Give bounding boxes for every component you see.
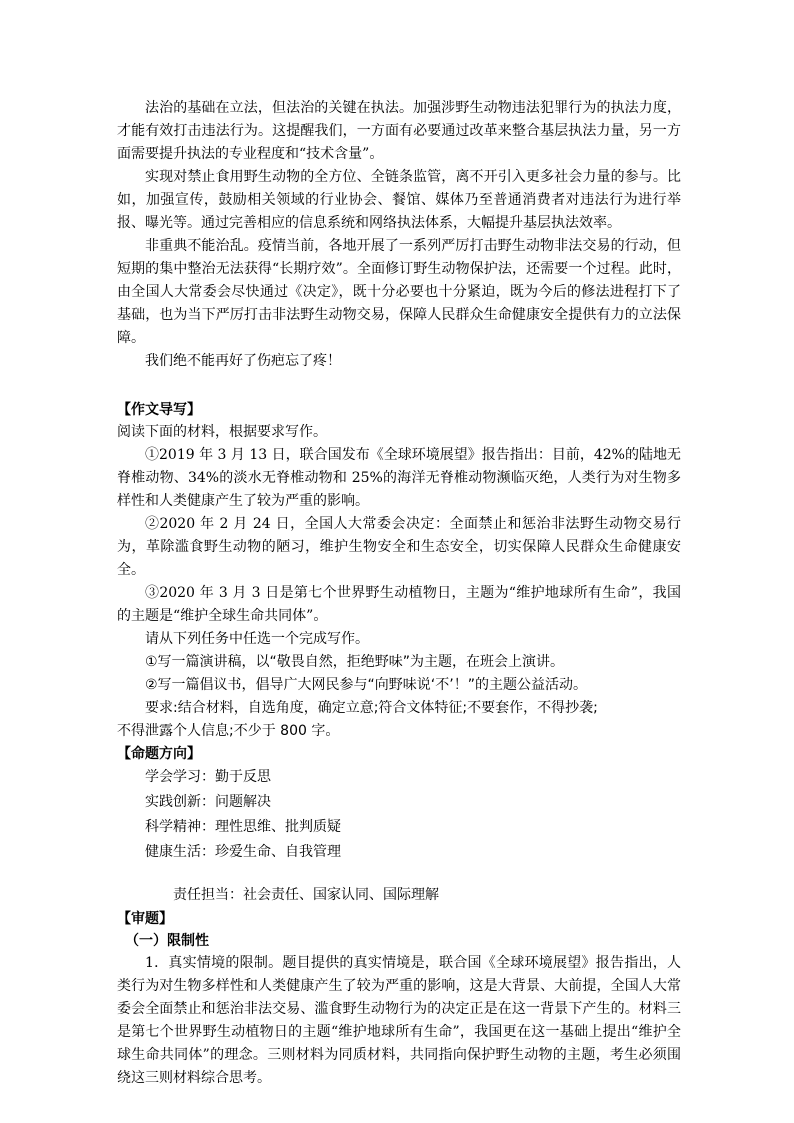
- intro-section: [117, 97, 681, 373]
- intro-paragraph: 法治的基础在立法，但法治的关键在执法。加强涉野生动物违法犯罪行为的执法力度，才能有效打击违法行为。这提醒我们，一方面有必要通过改革来整合基层执法力量，另一方面需要提升执法的专业程度和“技术含量”。: [117, 100, 681, 162]
- intro-paragraph: 实现对禁止食用野生动物的全方位、全链条监管，离不开引入更多社会力量的参与。比如，加强宣传，鼓励相关领域的行业协会、餐馆、媒体乃至普通消费者对违法行为进行举报、曝光等。通过完善相应的信息系统和网络执法体系，大幅提升基层执法效率。: [117, 169, 681, 231]
- task-item: ①写一篇演讲稿，以“敬畏自然，拒绝野味”为主题，在班会上演讲。: [145, 654, 565, 670]
- intro-paragraph: 非重典不能治乱。疫情当前，各地开展了一系列严厉打击野生动物非法交易的行动，但短期的集中整治无法获得“长期疗效”。全面修订野生动物保护法，还需要一个过程。此时，由全国人大常委会尽快通过《决定》，既十分必要也十分紧迫，既为今后的修法进程打下了基础，也为当下严厉打击非法野生动物交易，保障人民群众生命健康安全提供有力的立法保障。: [117, 238, 681, 346]
- task-intro: 请从下列任务中任选一个完成写作。: [145, 631, 369, 647]
- direction-item: 健康生活：珍爱生命、自我管理: [145, 844, 341, 860]
- writing-instruction: 阅读下面的材料，根据要求写作。: [117, 424, 327, 440]
- requirement-text: 不得泄露个人信息;不少于 800 字。: [117, 723, 340, 739]
- document-page: [117, 97, 681, 1090]
- intro-paragraph: 我们绝不能再好了伤疤忘了疼！: [145, 353, 341, 369]
- analysis-paragraph: 1．真实情境的限制。题目提供的真实情境是，联合国《全球环境展望》报告指出，人类行为对生物多样性和人类健康产生了较为严重的影响，这是大背景、大前提，全国人大常委会全面禁止和惩治非法交易、滥食野生动物行为的决定正是在这一背景下产生的。材料三是第七个世界野生动植物日的主题“维护地球所有生命”，我国更在这一基础上提出“维护全球生命共同体”的理念。三则材料为同质材料，共同指向保护野生动物的主题，考生必须围绕这三则材料综合思考。: [117, 955, 681, 1086]
- analysis-heading: 【审题】: [117, 911, 173, 927]
- material-item: ②2020 年 2 月 24 日，全国人大常委会决定：全面禁止和惩治非法野生动物交易行为，革除滥食野生动物的陋习，维护生物安全和生态安全，切实保障人民群众生命健康安全。: [117, 516, 681, 578]
- material-item: ③2020 年 3 月 3 日是第七个世界野生动植物日，主题为“维护地球所有生命”，我国的主题是“维护全球生命共同体”。: [117, 585, 681, 624]
- requirement-text: 要求:结合材料，自选角度，确定立意;符合文体特征;不要套作，不得抄袭;: [145, 700, 598, 716]
- direction-heading: 【命题方向】: [117, 746, 201, 762]
- direction-section: [117, 743, 681, 908]
- writing-guide-section: [117, 399, 681, 743]
- writing-guide-heading: 【作文导写】: [117, 402, 201, 418]
- direction-item: 科学精神：理性思维、批判质疑: [145, 819, 341, 835]
- direction-item: 实践创新：问题解决: [145, 794, 271, 810]
- direction-item: 学会学习：勤于反思: [145, 769, 271, 785]
- analysis-subheading: （一）限制性: [125, 933, 209, 949]
- analysis-section: [117, 908, 681, 1090]
- material-item: ①2019 年 3 月 13 日，联合国发布《全球环境展望》报告指出：目前，42%的陆地无脊椎动物、34%的淡水无脊椎动物和 25%的海洋无脊椎动物濒临灭绝，人类行为对生物多样性和人类健康产生了较为严重的影响。: [117, 447, 681, 509]
- task-item: ②写一篇倡议书，倡导广大网民参与“向野味说‘不’！”的主题公益活动。: [145, 677, 587, 693]
- direction-item: 责任担当：社会责任、国家认同、国际理解: [173, 887, 439, 903]
